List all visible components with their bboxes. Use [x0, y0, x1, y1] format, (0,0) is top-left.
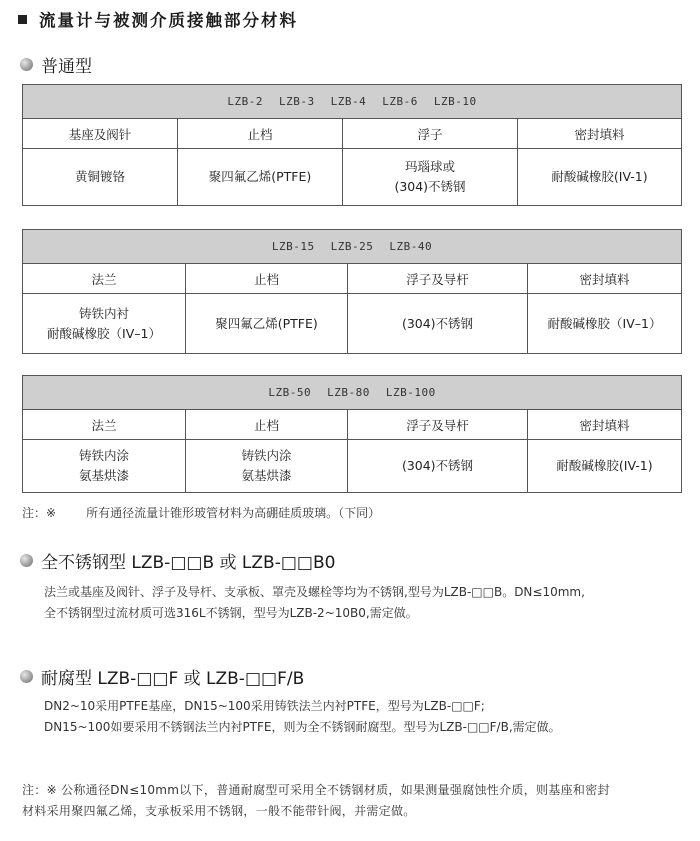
note-prefix: 注：※ [22, 506, 57, 520]
model-label: LZB-2 [227, 95, 263, 108]
table-cell [23, 294, 186, 354]
cell-line: (304)不锈钢 [394, 179, 466, 194]
table-cell: 聚四氟乙烯(PTFE) [178, 149, 343, 206]
section-heading-text: 耐腐型 LZB-□□F 或 LZB-□□F/B [41, 669, 305, 689]
column-header: 止档 [178, 119, 343, 149]
model-label: LZB-25 [330, 240, 374, 253]
column-header: 密封填料 [528, 410, 682, 440]
footnote-line: 注：※ 公称通径DN≤10mm以下，普通耐腐型可采用全不锈钢材质，如果测量强腐蚀性介质，则基座和密封 [22, 783, 610, 797]
column-header: 止档 [186, 410, 348, 440]
model-label: LZB-4 [330, 95, 367, 108]
table-cell: 耐酸碱橡胶(IV-1) [528, 440, 682, 493]
materials-table-3 [22, 375, 682, 493]
column-header: 法兰 [23, 264, 186, 294]
paragraph-line: 法兰或基座及阀针、浮子及导杆、支承板、罩壳及螺栓等均为不锈钢,型号为LZB-□□B。DN≤10mm, [44, 585, 585, 599]
table-cell: 耐酸碱橡胶（IV–1） [528, 294, 682, 354]
materials-table-1 [22, 84, 682, 206]
model-label: LZB-80 [327, 386, 370, 399]
note-text: 所有通径流量计锥形玻管材料为高硼硅质玻璃。（下同） [86, 506, 381, 520]
section-heading-text: 全不锈钢型 LZB-□□B 或 LZB-□□B0 [41, 553, 336, 573]
model-label: LZB-6 [382, 95, 418, 108]
model-row [23, 376, 682, 410]
table-cell [343, 149, 518, 206]
table-cell: 耐酸碱橡胶(IV-1) [518, 149, 682, 206]
model-row [23, 230, 682, 264]
stainless-description [44, 582, 684, 624]
cell-line: 铸铁内涂 [241, 448, 292, 463]
model-label: LZB-3 [279, 95, 315, 108]
cell-line: 铸铁内涂 [78, 448, 129, 463]
footnote-line: 材料采用聚四氟乙烯，支承板采用不锈钢，一般不能带针阀，并需定做。 [22, 804, 416, 818]
page-title-text: 流量计与被测介质接触部分材料 [39, 11, 298, 30]
paragraph-line: DN15~100如要采用不锈钢法兰内衬PTFE，则为全不锈钢耐腐型。型号为LZB-□□F/B,需定做。 [44, 720, 561, 734]
corrosion-description [44, 696, 684, 738]
footnote [22, 780, 682, 822]
model-row [23, 85, 682, 119]
section-heading-text: 普通型 [41, 57, 92, 77]
cell-line: 铸铁内衬 [78, 305, 129, 321]
page-title [18, 6, 298, 32]
column-header: 浮子 [343, 119, 518, 149]
column-header: 浮子及导杆 [348, 410, 528, 440]
circle-bullet-icon [20, 554, 33, 567]
glass-tube-note [22, 504, 380, 521]
section-heading-stainless [20, 548, 335, 573]
table-cell [23, 440, 186, 493]
column-header: 法兰 [23, 410, 186, 440]
table-cell: 聚四氟乙烯(PTFE) [186, 294, 348, 354]
model-label: LZB-50 [268, 386, 312, 399]
table-cell: (304)不锈钢 [348, 294, 528, 354]
section-heading-standard [20, 52, 92, 77]
table-cell [186, 440, 348, 493]
materials-table-2 [22, 229, 682, 354]
circle-bullet-icon [20, 670, 33, 683]
model-label: LZB-100 [385, 386, 436, 399]
section-heading-corrosion [20, 664, 304, 689]
table-cell: 黄铜镀铬 [23, 149, 178, 206]
column-header: 基座及阀针 [23, 119, 178, 149]
square-bullet-icon [18, 15, 27, 24]
cell-line: 氨基烘漆 [78, 468, 129, 483]
model-label: LZB-15 [271, 240, 315, 253]
column-header: 密封填料 [518, 119, 682, 149]
model-label: LZB-10 [433, 95, 477, 108]
column-header: 密封填料 [528, 264, 682, 294]
column-header: 浮子及导杆 [348, 264, 528, 294]
paragraph-line: 全不锈钢型过流材质可选316L不锈钢，型号为LZB-2~10B0,需定做。 [44, 606, 418, 620]
paragraph-line: DN2~10采用PTFE基座，DN15~100采用铸铁法兰内衬PTFE，型号为LZB-□□F; [44, 699, 485, 713]
table-cell: (304)不锈钢 [348, 440, 528, 493]
cell-line: 玛瑙球或 [404, 159, 455, 174]
column-header: 止档 [186, 264, 348, 294]
model-label: LZB-40 [389, 240, 433, 253]
circle-bullet-icon [20, 58, 33, 71]
cell-line: 氨基烘漆 [241, 468, 292, 483]
cell-line: 耐酸碱橡胶（IV–1） [47, 325, 161, 341]
